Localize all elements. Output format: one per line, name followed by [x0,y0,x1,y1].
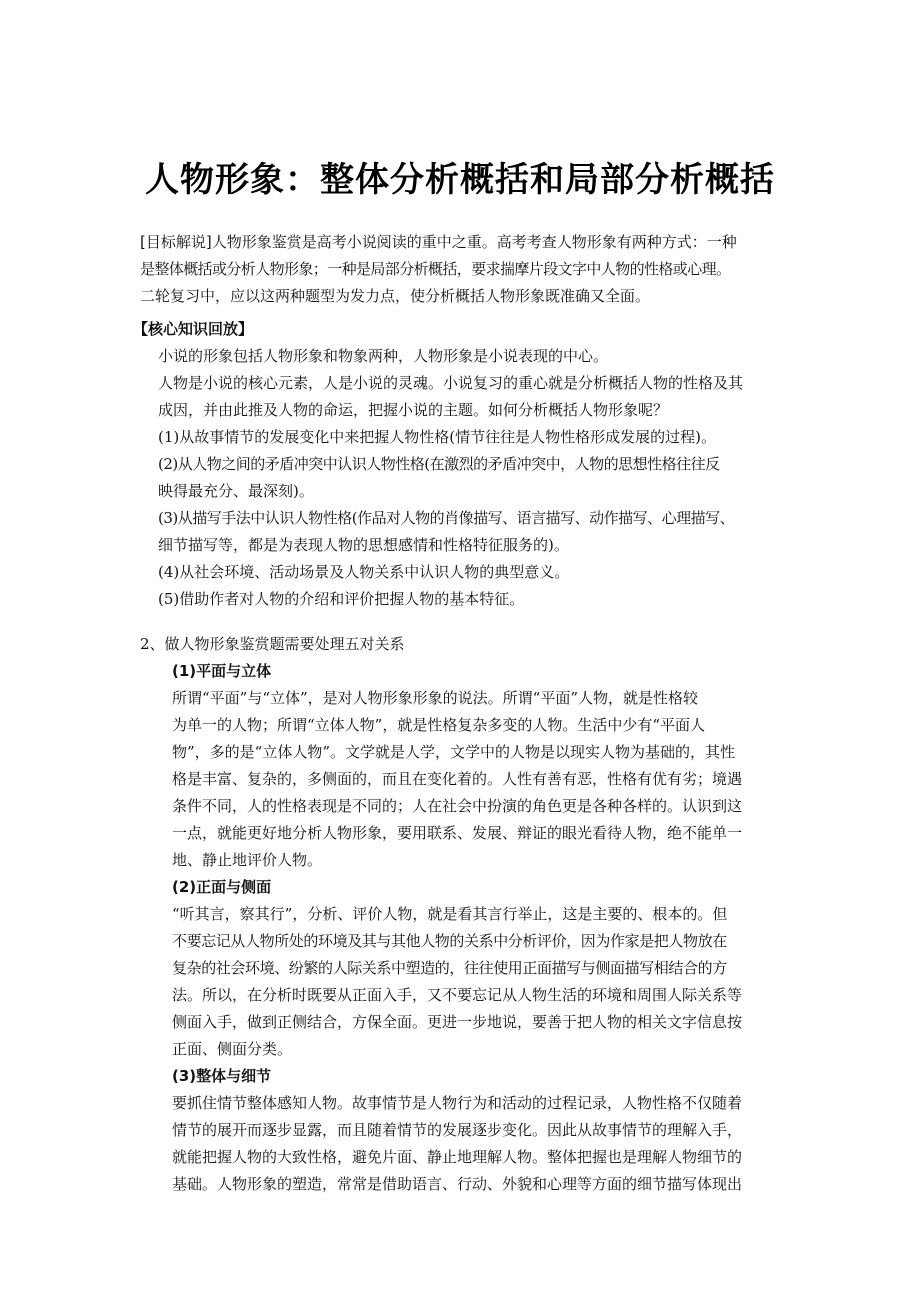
core-item-2: (2)从人物之间的矛盾冲突中认识人物性格(在激烈的矛盾冲突中，人物的思想性格往往反 [158,455,720,473]
relation-2-heading: (2)正面与侧面 [172,878,272,896]
relation-3-heading: (3)整体与细节 [172,1067,272,1085]
intro-label: [目标解说] [140,233,212,251]
relation-2: (2)正面与侧面 “听其言，察其行”，分析、评价人物，就是看其言行举止，这是主要的、根本的。但 不要忘记从人物所处的环境及其与其他人物的关系中分析评价，因为作家是把人物放在 复杂的社会环境、纷繁的人际关系中塑造的，往往使用正面描写与侧面描写相结合的方 法。所以，在分析时既要从正面入手，又不要忘记从人物生活的环境和周围人际关系等 侧面入手，做到正侧结合，方保全面。更进一步地说，要善于把人物的相关文字信息按 正面、侧面分类。 [172,874,784,1063]
core-item-1: (1)从故事情节的发展变化中来把握人物性格(情节往往是人物性格形成发展的过程)。 [158,428,716,446]
intro-paragraph: [目标解说]人物形象鉴赏是高考小说阅读的重中之重。高考考查人物形象有两种方式：一种 是整体概括或分析人物形象；一种是局部分析概括，要求揣摩片段文字中人物的性格或心理。 二轮复习中，应以这两种题型为发力点，使分析概括人物形象既准确又全面。 [140,233,737,305]
section-2-heading: 2、做人物形象鉴赏题需要处理五对关系 [140,635,405,653]
core-item-5: (5)借助作者对人物的介绍和评价把握人物的基本特征。 [158,590,525,608]
core-paragraph: 小说的形象包括人物形象和物象两种，人物形象是小说表现的中心。 人物是小说的核心元素，人是小说的灵魂。小说复习的重心就是分析概括人物的性格及其 成因，并由此推及人物的命运，把握小说的主题。如何分析概括人物形象呢？ (1)从故事情节的发展变化中来把握人物性格(情节往往是人物性格形成发展的过程)。 (2)从人物之间的矛盾冲突中认识人物性格(在激烈的矛盾冲突中，人物的思想性格往往反 映得最充分、最深刻)。 (3)从描写手法中认识人物性格(作品对人物的肖像描写、语言描写、动作描写、心理描写、 细节描写等，都是为表现人物的思想感情和性格特征服务的)。 (4)从社会环境、活动场景及人物关系中认识人物的典型意义。 (5)借助作者对人物的介绍和评价把握人物的基本特征。 [158,343,783,613]
relation-3: (3)整体与细节 要抓住情节整体感知人物。故事情节是人物行为和活动的过程记录，人物性格不仅随着 情节的展开而逐步显露，而且随着情节的发展逐步变化。因此从故事情节的理解入手， 就能把握人物的大致性格，避免片面、静止地理解人物。整体把握也是理解人物细节的 基础。人物形象的塑造，常常是借助语言、行动、外貌和心理等方面的细节描写体现出 [172,1063,784,1198]
core-item-4: (4)从社会环境、活动场景及人物关系中认识人物的典型意义。 [158,563,570,581]
core-item-3: (3)从描写手法中认识人物性格(作品对人物的肖像描写、语言描写、动作描写、心理描写、 [158,509,735,527]
core-heading: 【核心知识回放】 [133,320,254,338]
relation-1: (1)平面与立体 所谓“平面”与“立体”，是对人物形象形象的说法。所谓“平面”人物，就是性格较 为单一的人物；所谓“立体人物”，就是性格复杂多变的人物。生活中少有“平面人 物”，多的是“立体人物”。文学就是人学，文学中的人物是以现实人物为基础的，其性 格是丰富、复杂的，多侧面的，而且在变化着的。人性有善有恶，性格有优有劣；境遇 条件不同，人的性格表现是不同的；人在社会中扮演的角色更是各种各样的。认识到这 一点，就能更好地分析人物形象，要用联系、发展、辩证的眼光看待人物，绝不能单一 地、静止地评价人物。 [172,658,784,874]
page-title: 人物形象：整体分析概括和局部分析概括 [145,160,775,200]
relation-1-heading: (1)平面与立体 [172,662,272,680]
